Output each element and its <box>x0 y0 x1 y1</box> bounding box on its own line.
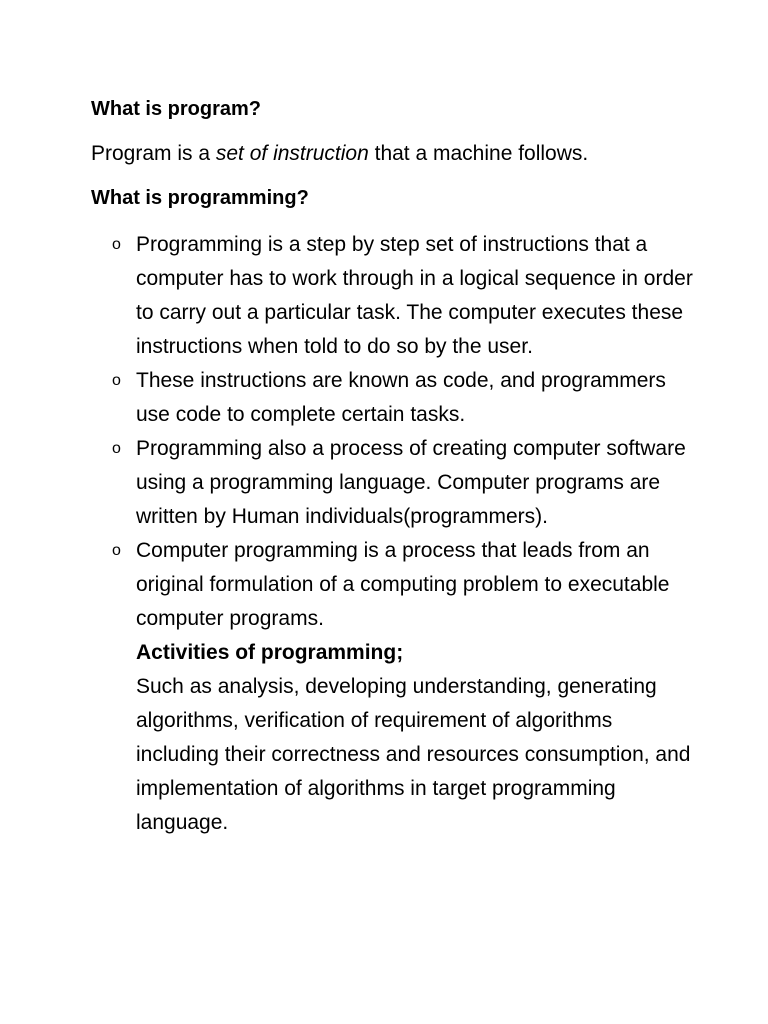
list-item <box>0 364 696 432</box>
list-item-text: These instructions are known as code, and programmers use code to complete certain tasks. <box>136 369 666 426</box>
program-definition <box>91 140 588 168</box>
list-item <box>0 432 696 534</box>
definition-text-before: Program is a <box>91 142 216 165</box>
hollow-circle-bullet-icon: o <box>112 372 121 389</box>
list-item <box>0 534 696 636</box>
heading-what-is-programming: What is programming? <box>91 187 309 209</box>
hollow-circle-bullet-icon: o <box>112 542 121 559</box>
definition-text-after: that a machine follows. <box>368 142 589 165</box>
programming-bullet-list <box>0 228 768 840</box>
definition-emphasis: set of instruction <box>215 142 369 165</box>
list-item-text: Computer programming is a process that leads from an original formulation of a computing problem to executable computer programs. <box>136 539 670 630</box>
hollow-circle-bullet-icon: o <box>112 440 121 457</box>
list-item <box>0 228 696 364</box>
list-item-text: Programming is a step by step set of instructions that a computer has to work through in a logical sequence in order to carry out a particular task. The computer executes these instructions when told to do so by the user. <box>136 233 693 358</box>
activities-heading: Activities of programming; <box>136 641 404 664</box>
list-item-text: Programming also a process of creating computer software using a programming language. Computer programs are written by Human individuals(programmers). <box>136 437 686 528</box>
hollow-circle-bullet-icon: o <box>112 236 121 253</box>
activities-text: Such as analysis, developing understanding, generating algorithms, verification of requirement of algorithms including their correctness and resources consumption, and implementation of algorithms in target programming language. <box>136 675 691 834</box>
heading-what-is-program: What is program? <box>91 98 262 120</box>
